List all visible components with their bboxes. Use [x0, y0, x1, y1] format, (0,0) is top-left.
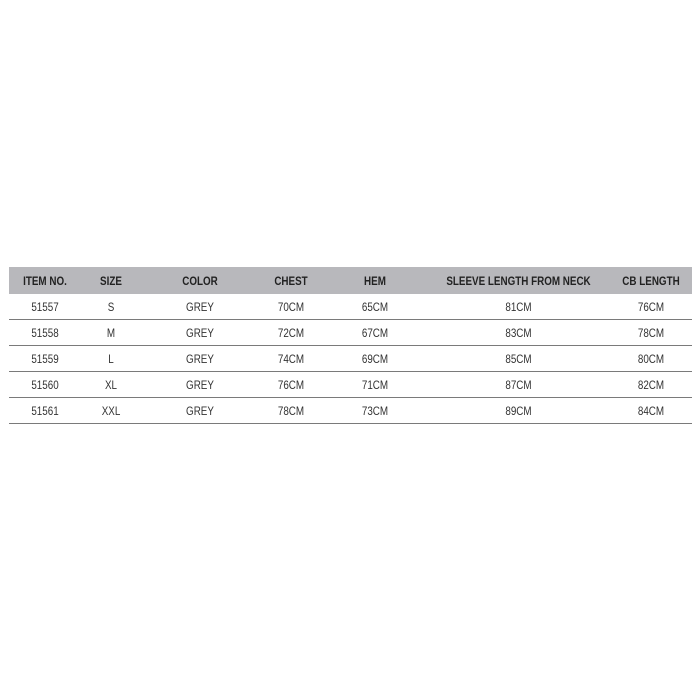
cell-item-no: 51558	[31, 325, 59, 340]
cell-cb-length: 82CM	[637, 377, 665, 392]
header-size: SIZE	[100, 273, 122, 288]
cell-color: GREY	[186, 299, 214, 314]
header-sleeve-length: SLEEVE LENGTH FROM NECK	[446, 273, 591, 288]
table-row	[9, 346, 692, 372]
cell-cb-length: 78CM	[637, 325, 665, 340]
cell-hem: 67CM	[361, 325, 389, 340]
table-row	[9, 372, 692, 398]
cell-sleeve-length: 83CM	[505, 325, 532, 340]
cell-chest: 76CM	[277, 377, 305, 392]
cell-size: XL	[104, 377, 118, 392]
cell-chest: 72CM	[277, 325, 305, 340]
cell-sleeve-length: 87CM	[505, 377, 532, 392]
cell-color: GREY	[186, 377, 214, 392]
cell-sleeve-length: 85CM	[505, 351, 532, 366]
cell-size: M	[106, 325, 116, 340]
size-chart-table	[9, 267, 692, 424]
cell-color: GREY	[186, 325, 214, 340]
cell-sleeve-length: 81CM	[505, 299, 532, 314]
header-chest: CHEST	[274, 273, 308, 288]
cell-item-no: 51560	[31, 377, 59, 392]
table-row	[9, 398, 692, 424]
cell-item-no: 51561	[31, 403, 59, 418]
cell-item-no: 51557	[31, 299, 59, 314]
cell-color: GREY	[186, 403, 214, 418]
cell-item-no: 51559	[31, 351, 59, 366]
cell-sleeve-length: 89CM	[505, 403, 532, 418]
table-header-row	[9, 267, 692, 294]
table-row	[9, 294, 692, 320]
cell-cb-length: 80CM	[637, 351, 665, 366]
cell-hem: 65CM	[361, 299, 389, 314]
cell-hem: 73CM	[361, 403, 389, 418]
header-cb-length: CB LENGTH	[622, 273, 680, 288]
cell-chest: 74CM	[277, 351, 305, 366]
cell-size: XXL	[101, 403, 121, 418]
cell-cb-length: 84CM	[637, 403, 665, 418]
header-item-no: ITEM NO.	[23, 273, 67, 288]
cell-hem: 71CM	[361, 377, 389, 392]
cell-size: S	[107, 299, 115, 314]
cell-cb-length: 76CM	[637, 299, 665, 314]
table-row	[9, 320, 692, 346]
header-color: COLOR	[182, 273, 218, 288]
header-hem: HEM	[364, 273, 386, 288]
cell-color: GREY	[186, 351, 214, 366]
cell-size: L	[108, 351, 114, 366]
cell-chest: 70CM	[277, 299, 305, 314]
cell-chest: 78CM	[277, 403, 305, 418]
cell-hem: 69CM	[361, 351, 389, 366]
